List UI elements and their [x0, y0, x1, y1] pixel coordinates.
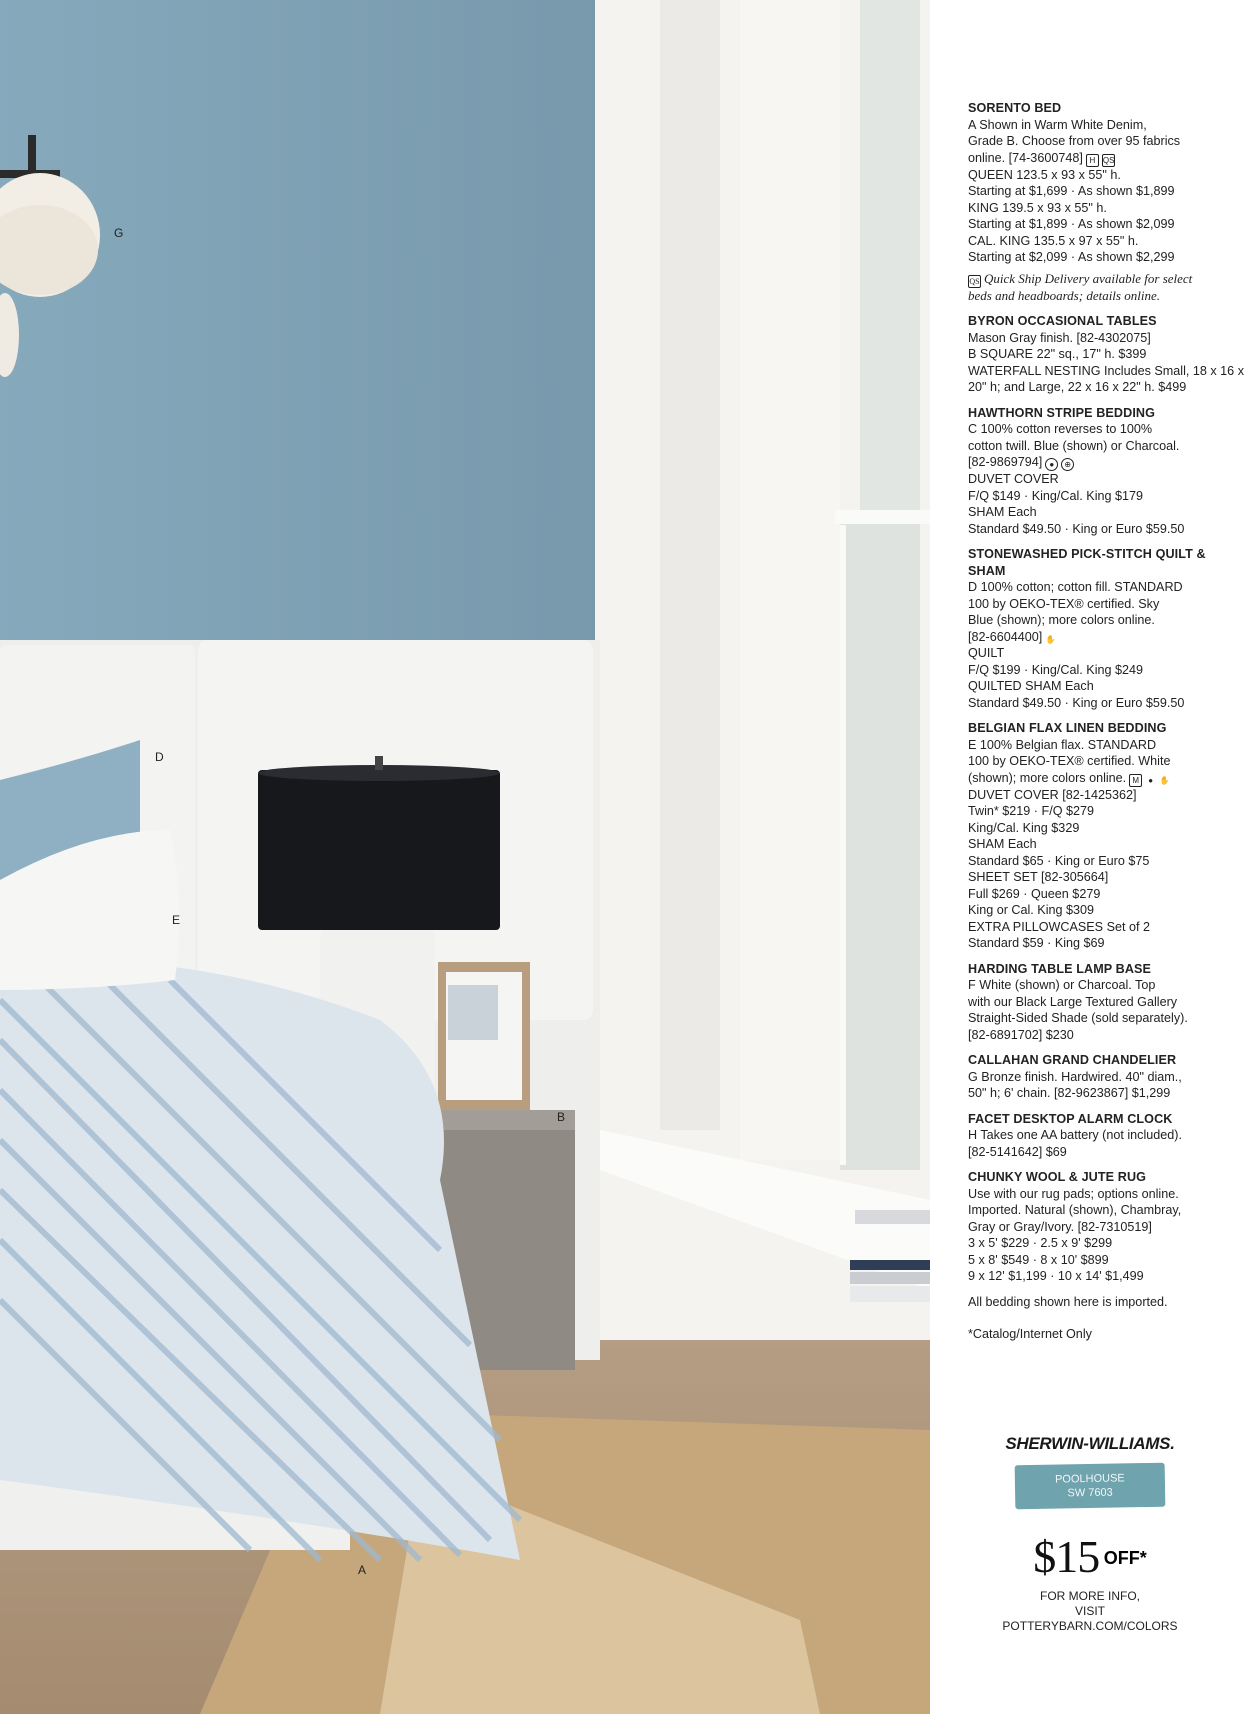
promo-amount: $15	[1033, 1531, 1100, 1582]
product-line: WATERFALL NESTING Includes Small, 18 x 16 x	[968, 363, 1244, 378]
monogram-icon: M	[1129, 774, 1142, 787]
product-heading: HAWTHORN STRIPE BEDDING	[968, 405, 1156, 420]
product-facet-clock	[968, 1111, 1238, 1161]
paint-color-code: SW 7603	[1067, 1486, 1113, 1500]
product-line: [82-6891702] $230	[968, 1027, 1074, 1042]
product-heading: SORENTO BED	[968, 101, 1062, 115]
product-hawthorn-bedding	[968, 405, 1238, 538]
photo-label-e: E	[172, 913, 181, 927]
product-sorento-bed	[968, 100, 1238, 304]
product-line: 100 by OEKO-TEX® certified. White	[968, 754, 1171, 768]
promo-callout	[1000, 1530, 1180, 1634]
product-line: QUILTED SHAM Each	[968, 679, 1094, 693]
paint-swatch	[1015, 1463, 1166, 1510]
product-line: C 100% cotton reverses to 100%	[968, 422, 1153, 436]
photo-label-b: B	[557, 1110, 566, 1124]
sherwin-williams-logo: SHERWIN-WILLIAMS.	[1005, 1434, 1175, 1453]
product-line: 100 by OEKO-TEX® certified. Sky	[968, 596, 1160, 611]
product-line: DUVET COVER [82-1425362]	[968, 787, 1137, 802]
product-note: beds and headboards; details online.	[968, 287, 1160, 303]
fair-trade-icon: ✋	[1045, 634, 1056, 644]
product-line: 3 x 5' $229 · 2.5 x 9' $299	[968, 1236, 1113, 1250]
product-line: H Takes one AA battery (not included).	[968, 1128, 1182, 1142]
product-line: [82-6604400]	[968, 629, 1043, 644]
product-line: QUILT	[968, 646, 1005, 660]
product-line: Mason Gray finish. [82-4302075]	[968, 330, 1151, 345]
eco-icon: ●	[1148, 775, 1154, 785]
product-line: Full $269 · Queen $279	[968, 886, 1101, 901]
product-heading: BELGIAN FLAX LINEN BEDDING	[968, 721, 1167, 735]
product-line: online. [74-3600748]	[968, 150, 1083, 165]
product-line: KING 139.5 x 93 x 55" h.	[968, 200, 1107, 215]
quick-ship-icon: QS	[969, 276, 980, 286]
product-line: cotton twill. Blue (shown) or Charcoal.	[968, 438, 1180, 453]
product-line: Twin* $219 · F/Q $279	[968, 804, 1095, 818]
product-callahan-chandelier	[968, 1052, 1238, 1102]
product-line: King/Cal. King $329	[968, 820, 1080, 835]
product-line: Imported. Natural (shown), Chambray,	[968, 1203, 1182, 1217]
product-line: EXTRA PILLOWCASES Set of 2	[968, 919, 1150, 934]
product-line: Standard $65 · King or Euro $75	[968, 853, 1150, 868]
product-line: Straight-Sided Shade (sold separately).	[968, 1011, 1188, 1025]
product-chunky-rug	[968, 1169, 1238, 1285]
product-harding-lamp	[968, 961, 1238, 1044]
product-heading: HARDING TABLE LAMP BASE	[968, 961, 1152, 976]
paint-callout	[1000, 1434, 1180, 1508]
promo-info-line1: FOR MORE INFO,	[1040, 1589, 1140, 1603]
quick-ship-icon: QS	[1102, 155, 1115, 165]
product-heading: FACET DESKTOP ALARM CLOCK	[968, 1111, 1173, 1126]
product-line: Use with our rug pads; options online.	[968, 1186, 1179, 1201]
eco-icon: ●	[1045, 458, 1058, 471]
product-heading: BYRON OCCASIONAL TABLES	[968, 314, 1157, 328]
product-line: Starting at $1,699 · As shown $1,899	[968, 184, 1175, 198]
product-line: 50" h; 6' chain. [82-9623867] $1,299	[968, 1086, 1171, 1100]
fair-trade-icon: ✋	[1159, 775, 1170, 785]
product-heading: CHUNKY WOOL & JUTE RUG	[968, 1170, 1147, 1184]
product-line: A Shown in Warm White Denim,	[968, 117, 1147, 132]
paint-color-name: POOLHOUSE	[1054, 1472, 1125, 1486]
product-line: Starting at $1,899 · As shown $2,099	[968, 217, 1175, 231]
product-line: Starting at $2,099 · As shown $2,299	[968, 250, 1175, 264]
product-line: SHAM Each	[968, 505, 1037, 519]
globe-icon: ⊕	[1061, 458, 1074, 471]
product-line: DUVET COVER	[968, 472, 1059, 486]
product-line: SHAM Each	[968, 837, 1037, 851]
product-line: B SQUARE 22" sq., 17" h. $399	[968, 347, 1147, 361]
product-line: 20" h; and Large, 22 x 16 x 22" h. $499	[968, 380, 1187, 394]
product-line: Standard $49.50 · King or Euro $59.50	[968, 521, 1185, 536]
product-line: 9 x 12' $1,199 · 10 x 14' $1,499	[968, 1269, 1144, 1283]
product-line: G Bronze finish. Hardwired. 40" diam.,	[968, 1069, 1182, 1084]
product-line: Gray or Gray/Ivory. [82-7310519]	[968, 1219, 1152, 1234]
product-line: with our Black Large Textured Gallery	[968, 994, 1178, 1009]
product-line: F/Q $149 · King/Cal. King $179	[968, 488, 1144, 503]
product-line: QUEEN 123.5 x 93 x 55" h.	[968, 167, 1121, 182]
product-line: E 100% Belgian flax. STANDARD	[968, 737, 1157, 752]
product-line: CAL. KING 135.5 x 97 x 55" h.	[968, 233, 1139, 248]
product-line: F White (shown) or Charcoal. Top	[968, 978, 1156, 992]
handcrafted-icon: H	[1086, 154, 1099, 167]
promo-info-line2[interactable]: VISIT POTTERYBARN.COM/COLORS	[1002, 1604, 1178, 1633]
product-line: Blue (shown); more colors online.	[968, 613, 1155, 627]
imported-note: All bedding shown here is imported.	[968, 1294, 1168, 1309]
photo-label-a: A	[358, 1563, 367, 1577]
product-pick-stitch-quilt	[968, 546, 1238, 711]
product-line: 5 x 8' $549 · 8 x 10' $899	[968, 1252, 1109, 1267]
product-line: [82-9869794]	[968, 455, 1043, 469]
product-line: (shown); more colors online.	[968, 770, 1127, 785]
product-heading: STONEWASHED PICK-STITCH QUILT & SHAM	[968, 547, 1206, 578]
product-heading: CALLAHAN GRAND CHANDELIER	[968, 1053, 1177, 1067]
catalog-only-note: *Catalog/Internet Only	[968, 1327, 1092, 1341]
product-note: Quick Ship Delivery available for select	[984, 270, 1193, 286]
footer-notes	[968, 1294, 1238, 1343]
product-line: Standard $59 · King $69	[968, 936, 1105, 950]
product-line: Grade B. Choose from over 95 fabrics	[968, 134, 1181, 148]
product-line: King or Cal. King $309	[968, 903, 1095, 917]
product-line: D 100% cotton; cotton fill. STANDARD	[968, 580, 1183, 594]
product-listing-column	[968, 100, 1244, 1352]
product-belgian-flax-bedding	[968, 720, 1238, 952]
product-line: SHEET SET [82-305664]	[968, 870, 1109, 884]
product-line: Standard $49.50 · King or Euro $59.50	[968, 695, 1185, 710]
photo-label-g: G	[114, 226, 124, 240]
product-line: F/Q $199 · King/Cal. King $249	[968, 662, 1144, 677]
product-byron-tables	[968, 313, 1244, 396]
product-line: [82-5141642] $69	[968, 1144, 1067, 1159]
promo-off: OFF*	[1103, 1548, 1147, 1568]
photo-label-d: D	[155, 750, 164, 764]
